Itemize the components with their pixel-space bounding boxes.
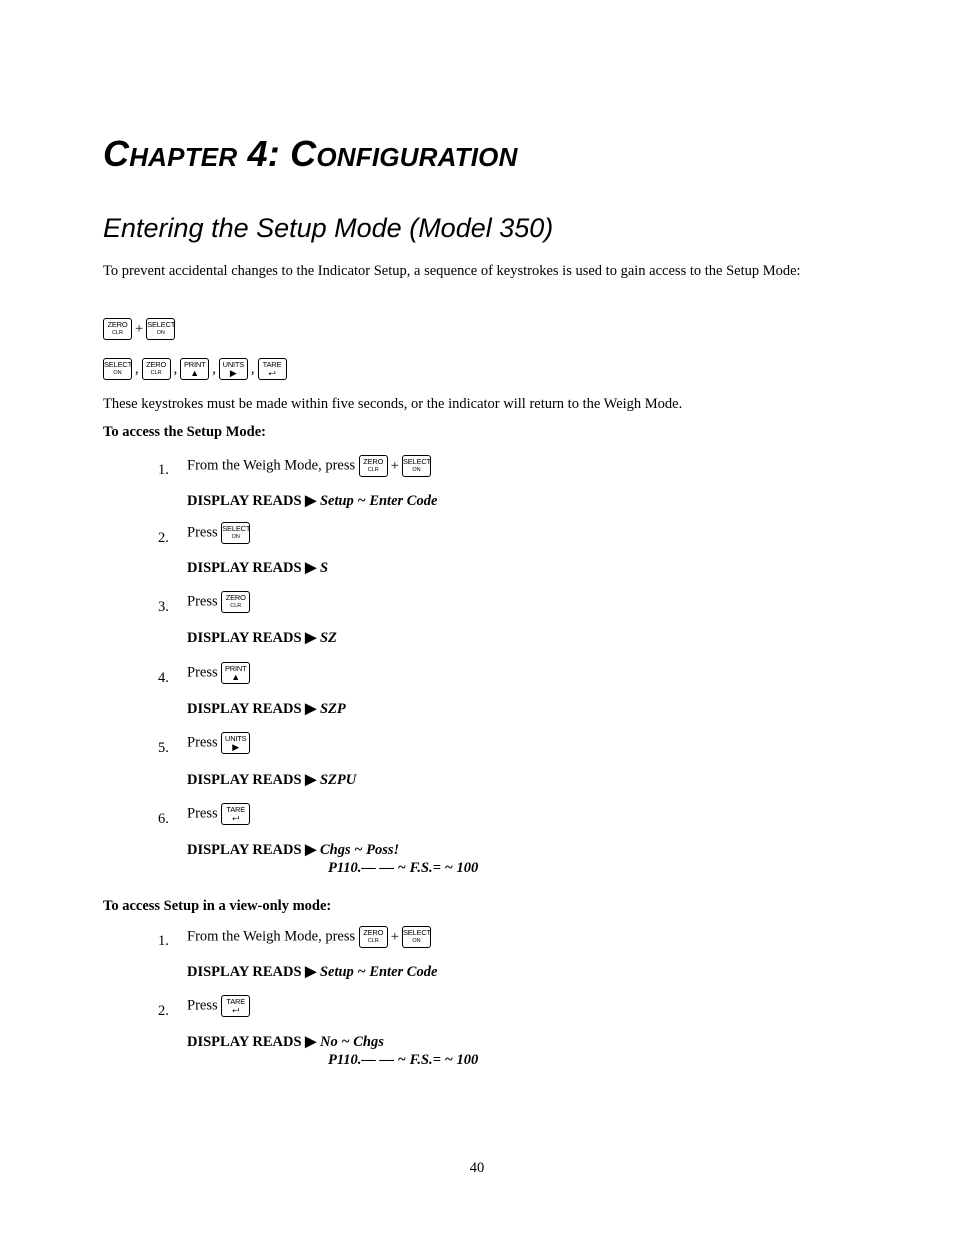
display-reads: DISPLAY READS ▶ Setup ~ Enter Code [187, 964, 438, 980]
print-up-key-icon: PRINT ▲ [221, 662, 250, 684]
plus-sign: + [135, 320, 144, 337]
display-reads: DISPLAY READS ▶ SZP [187, 701, 346, 717]
zero-clr-key-icon: ZERO CLR [359, 455, 388, 477]
step-instruction: Press TARE ⮠ [187, 803, 250, 825]
step-instruction: Press TARE ⮠ [187, 995, 250, 1017]
key-sequence-row: SELECT ON , ZERO CLR , PRINT ▲ , UNITS ▶ , TARE ⮠ [103, 358, 287, 380]
step-number: 1. [158, 462, 169, 478]
select-on-key-icon: SELECT ON [402, 926, 431, 948]
tare-enter-key-icon: TARE ⮠ [258, 358, 287, 380]
step-number: 5. [158, 740, 169, 756]
display-reads-line2: P110.— — ~ F.S.= ~ 100 [328, 1052, 479, 1068]
print-up-key-icon: PRINT ▲ [180, 358, 209, 380]
view-only-heading: To access Setup in a view-only mode: [103, 898, 332, 914]
zero-clr-key-icon: ZERO CLR [359, 926, 388, 948]
display-reads: DISPLAY READS ▶ SZ [187, 630, 337, 646]
tare-enter-key-icon: TARE ⮠ [221, 995, 250, 1017]
select-on-key-icon: SELECT ON [221, 522, 250, 544]
units-right-key-icon: UNITS ▶ [219, 358, 248, 380]
step-instruction: Press SELECT ON [187, 522, 250, 544]
select-on-key-icon: SELECT ON [146, 318, 175, 340]
display-reads: DISPLAY READS ▶ S [187, 560, 329, 576]
display-reads-line2: P110.— — ~ F.S.= ~ 100 [328, 860, 479, 876]
step-number: 2. [158, 1003, 169, 1019]
page-number: 40 [469, 1160, 485, 1176]
section-title: Entering the Setup Mode (Model 350) [103, 213, 554, 243]
step-instruction: Press PRINT ▲ [187, 662, 250, 684]
step-number: 3. [158, 599, 169, 615]
display-reads: DISPLAY READS ▶ SZPU [187, 772, 357, 788]
tare-enter-key-icon: TARE ⮠ [221, 803, 250, 825]
display-reads: DISPLAY READS ▶ Setup ~ Enter Code [187, 493, 438, 509]
step-number: 6. [158, 811, 169, 827]
step-number: 2. [158, 530, 169, 546]
access-heading: To access the Setup Mode: [103, 424, 266, 440]
display-reads: DISPLAY READS ▶ No ~ Chgs [187, 1034, 384, 1050]
timing-note: These keystrokes must be made within five seconds, or the indicator will return to the Weigh Mode. [103, 396, 683, 412]
zero-clr-key-icon: ZERO CLR [221, 591, 250, 613]
units-right-key-icon: UNITS ▶ [221, 732, 250, 754]
step-number: 4. [158, 670, 169, 686]
display-reads: DISPLAY READS ▶ Chgs ~ Poss! [187, 842, 400, 858]
step-number: 1. [158, 933, 169, 949]
zero-clr-key-icon: ZERO CLR [142, 358, 171, 380]
step-instruction: From the Weigh Mode, press ZERO CLR + SELECT ON [187, 455, 431, 477]
step-instruction: Press ZERO CLR [187, 591, 250, 613]
select-on-key-icon: SELECT ON [103, 358, 132, 380]
chapter-title: CHAPTER 4: CONFIGURATION [103, 133, 518, 174]
key-combo-row [103, 318, 175, 340]
step-instruction: Press UNITS ▶ [187, 732, 250, 754]
zero-clr-key-icon: ZERO CLR [103, 318, 132, 340]
step-instruction: From the Weigh Mode, press ZERO CLR + SELECT ON [187, 926, 431, 948]
intro-paragraph: To prevent accidental changes to the Indicator Setup, a sequence of keystrokes is used to gain access to the Setup Mode: [103, 263, 801, 279]
select-on-key-icon: SELECT ON [402, 455, 431, 477]
